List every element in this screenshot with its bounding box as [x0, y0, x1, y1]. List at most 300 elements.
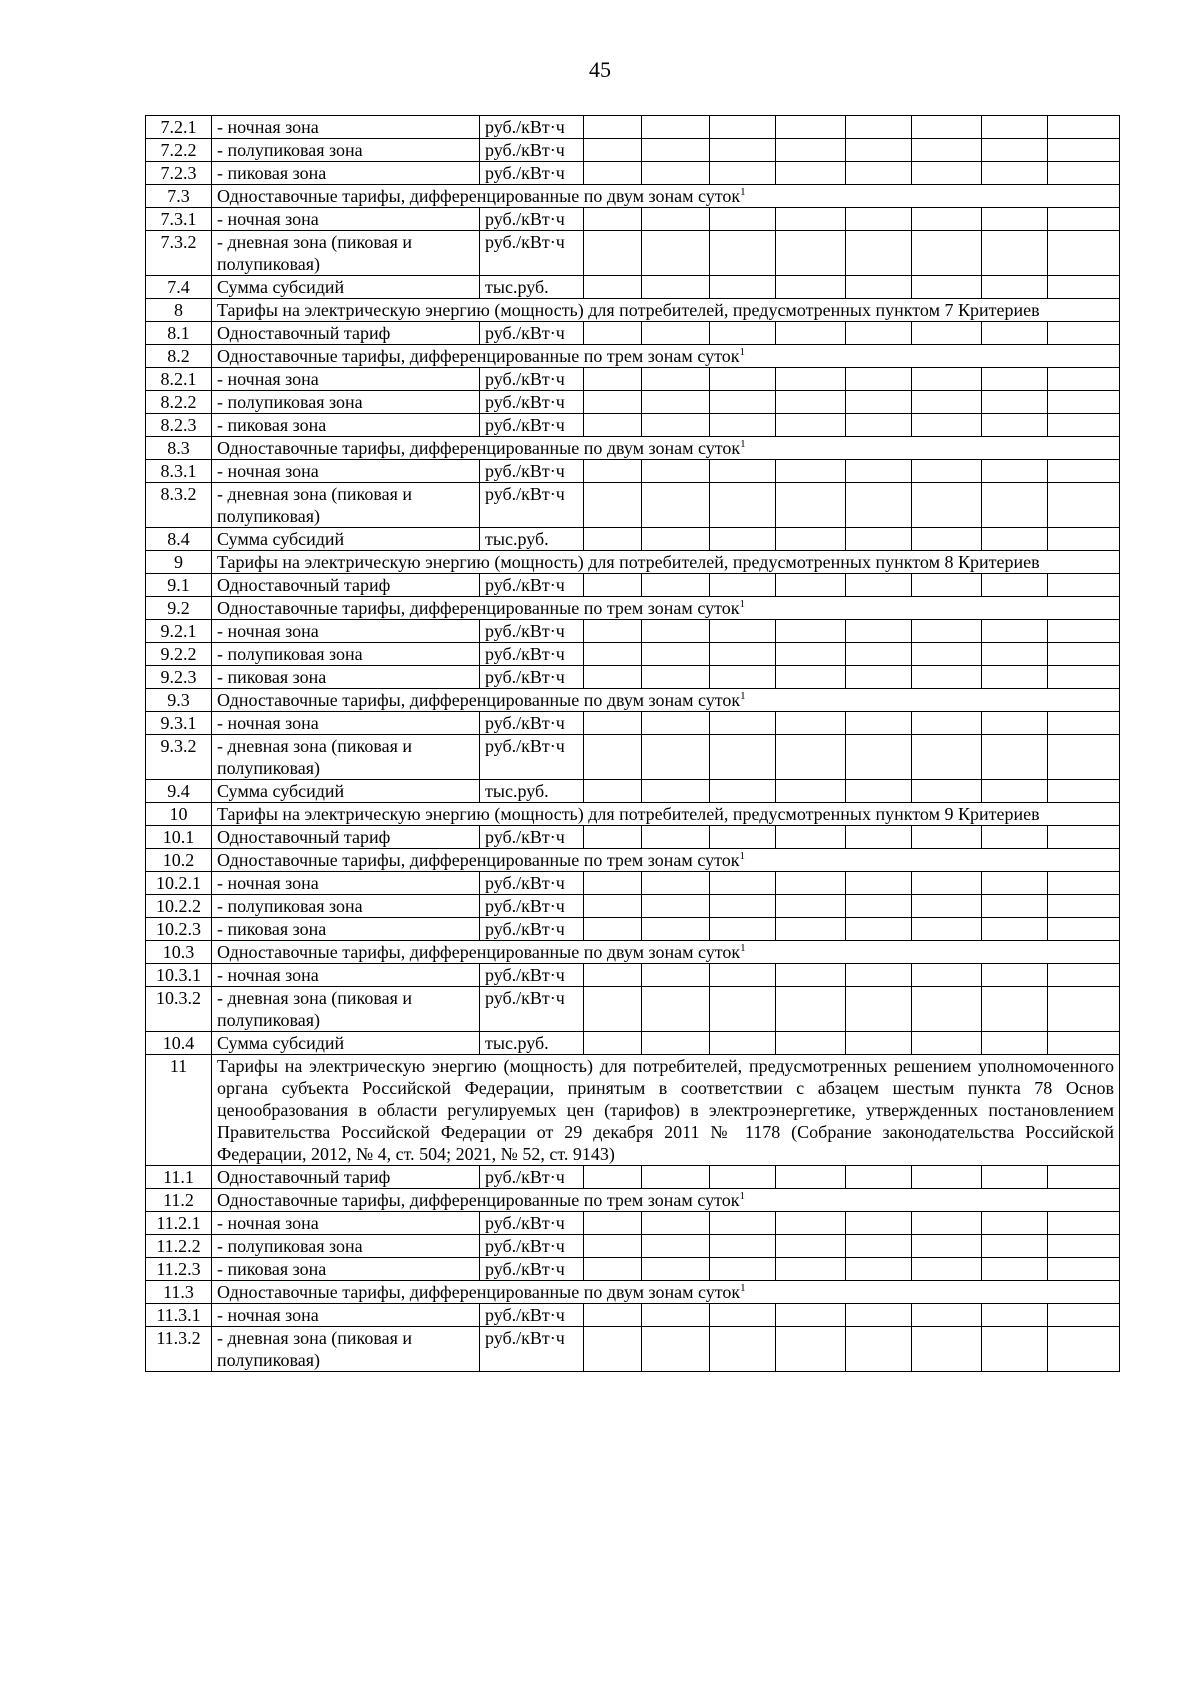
value-cell [982, 918, 1048, 941]
row-unit: руб./кВт·ч [480, 460, 584, 483]
value-cell [912, 276, 982, 299]
value-cell [912, 780, 982, 803]
value-cell [642, 735, 710, 780]
row-label: - дневная зона (пиковая и полупиковая) [212, 483, 480, 528]
row-unit: руб./кВт·ч [480, 322, 584, 345]
row-number: 7.3.1 [146, 208, 212, 231]
value-cell [584, 1212, 642, 1235]
value-cell [912, 1304, 982, 1327]
row-label: - дневная зона (пиковая и полупиковая) [212, 987, 480, 1032]
value-cell [584, 666, 642, 689]
value-cell [846, 918, 912, 941]
value-cell [1048, 1032, 1120, 1055]
value-cell [912, 483, 982, 528]
value-cell [776, 116, 846, 139]
value-cell [584, 895, 642, 918]
row-number: 7.2.2 [146, 139, 212, 162]
section-heading [212, 1055, 1120, 1166]
value-cell [1048, 116, 1120, 139]
value-cell [776, 528, 846, 551]
row-number: 11.3.1 [146, 1304, 212, 1327]
row-number: 7.4 [146, 276, 212, 299]
value-cell [982, 1304, 1048, 1327]
footnote-marker: 1 [739, 850, 745, 862]
value-cell [776, 895, 846, 918]
table-row [146, 826, 1120, 849]
value-cell [982, 1258, 1048, 1281]
row-number: 11.2 [146, 1189, 212, 1212]
value-cell [1048, 391, 1120, 414]
row-label: - дневная зона (пиковая и полупиковая) [212, 1327, 480, 1372]
value-cell [642, 322, 710, 345]
value-cell [776, 987, 846, 1032]
table-row [146, 1304, 1120, 1327]
value-cell [982, 231, 1048, 276]
row-label: - полупиковая зона [212, 895, 480, 918]
row-label: - ночная зона [212, 964, 480, 987]
value-cell [846, 1327, 912, 1372]
row-number: 11.3 [146, 1281, 212, 1304]
value-cell [584, 964, 642, 987]
table-row [146, 872, 1120, 895]
table-row [146, 712, 1120, 735]
footnote-marker: 1 [739, 346, 745, 358]
value-cell [776, 139, 846, 162]
table-row [146, 299, 1120, 322]
value-cell [642, 666, 710, 689]
value-cell [1048, 735, 1120, 780]
value-cell [846, 414, 912, 437]
value-cell [642, 276, 710, 299]
value-cell [642, 391, 710, 414]
table-row [146, 803, 1120, 826]
row-label: - пиковая зона [212, 414, 480, 437]
value-cell [710, 895, 776, 918]
row-number: 10.2 [146, 849, 212, 872]
table-row [146, 1258, 1120, 1281]
value-cell [776, 964, 846, 987]
table-row [146, 597, 1120, 620]
value-cell [642, 826, 710, 849]
value-cell [912, 666, 982, 689]
row-number: 8.2.3 [146, 414, 212, 437]
value-cell [584, 208, 642, 231]
value-cell [912, 620, 982, 643]
value-cell [846, 391, 912, 414]
footnote-marker: 1 [739, 1190, 745, 1202]
value-cell [584, 735, 642, 780]
value-cell [584, 918, 642, 941]
row-number: 9.2.2 [146, 643, 212, 666]
row-number: 10.2.2 [146, 895, 212, 918]
row-label: - пиковая зона [212, 1258, 480, 1281]
value-cell [982, 162, 1048, 185]
value-cell [710, 116, 776, 139]
section-heading [212, 185, 1120, 208]
value-cell [846, 620, 912, 643]
row-number: 9.2.3 [146, 666, 212, 689]
value-cell [642, 460, 710, 483]
row-label: - полупиковая зона [212, 139, 480, 162]
row-unit: руб./кВт·ч [480, 712, 584, 735]
value-cell [776, 231, 846, 276]
value-cell [776, 391, 846, 414]
row-unit: руб./кВт·ч [480, 987, 584, 1032]
value-cell [710, 964, 776, 987]
table-row [146, 1032, 1120, 1055]
value-cell [584, 483, 642, 528]
value-cell [912, 322, 982, 345]
row-label: - дневная зона (пиковая и полупиковая) [212, 231, 480, 276]
value-cell [710, 231, 776, 276]
value-cell [710, 276, 776, 299]
value-cell [710, 368, 776, 391]
row-label: Сумма субсидий [212, 528, 480, 551]
value-cell [710, 1235, 776, 1258]
table-row [146, 116, 1120, 139]
row-unit: руб./кВт·ч [480, 231, 584, 276]
value-cell [642, 528, 710, 551]
value-cell [1048, 528, 1120, 551]
value-cell [710, 322, 776, 345]
value-cell [776, 1166, 846, 1189]
value-cell [846, 208, 912, 231]
value-cell [710, 1327, 776, 1372]
section-heading [212, 689, 1120, 712]
value-cell [710, 735, 776, 780]
row-number: 7.2.1 [146, 116, 212, 139]
row-label: Одноставочный тариф [212, 322, 480, 345]
value-cell [1048, 895, 1120, 918]
table-row [146, 689, 1120, 712]
value-cell [982, 987, 1048, 1032]
value-cell [982, 1032, 1048, 1055]
section-heading-text: Одноставочные тарифы, дифференцированные по двум зонам суток [217, 690, 741, 710]
value-cell [846, 139, 912, 162]
value-cell [846, 712, 912, 735]
value-cell [710, 483, 776, 528]
value-cell [846, 368, 912, 391]
table-row [146, 849, 1120, 872]
value-cell [584, 322, 642, 345]
row-label: - пиковая зона [212, 162, 480, 185]
row-unit: руб./кВт·ч [480, 1258, 584, 1281]
section-heading [212, 345, 1120, 368]
section-heading [212, 437, 1120, 460]
value-cell [776, 1258, 846, 1281]
table-row [146, 185, 1120, 208]
row-number: 11.3.2 [146, 1327, 212, 1372]
value-cell [982, 826, 1048, 849]
value-cell [776, 574, 846, 597]
value-cell [846, 666, 912, 689]
value-cell [846, 780, 912, 803]
value-cell [642, 1032, 710, 1055]
row-number: 10 [146, 803, 212, 826]
value-cell [642, 620, 710, 643]
value-cell [846, 483, 912, 528]
row-unit: руб./кВт·ч [480, 391, 584, 414]
value-cell [710, 1258, 776, 1281]
row-number: 10.3 [146, 941, 212, 964]
row-unit: руб./кВт·ч [480, 735, 584, 780]
value-cell [912, 139, 982, 162]
tariff-table [145, 115, 1120, 1372]
table-row [146, 276, 1120, 299]
section-heading-text: Одноставочные тарифы, дифференцированные по трем зонам суток [217, 346, 740, 366]
value-cell [982, 895, 1048, 918]
value-cell [584, 1235, 642, 1258]
value-cell [584, 1304, 642, 1327]
value-cell [642, 231, 710, 276]
row-label: - ночная зона [212, 1212, 480, 1235]
value-cell [1048, 666, 1120, 689]
row-label: Одноставочный тариф [212, 826, 480, 849]
section-heading-text: Одноставочные тарифы, дифференцированные по трем зонам суток [217, 598, 740, 618]
value-cell [982, 872, 1048, 895]
value-cell [982, 208, 1048, 231]
row-label: - полупиковая зона [212, 1235, 480, 1258]
row-number: 8.2 [146, 345, 212, 368]
value-cell [982, 1166, 1048, 1189]
value-cell [642, 1304, 710, 1327]
value-cell [776, 162, 846, 185]
value-cell [584, 162, 642, 185]
value-cell [776, 1212, 846, 1235]
value-cell [776, 414, 846, 437]
value-cell [776, 620, 846, 643]
value-cell [1048, 208, 1120, 231]
value-cell [982, 666, 1048, 689]
row-label: - ночная зона [212, 872, 480, 895]
footnote-marker: 1 [740, 690, 746, 702]
value-cell [912, 368, 982, 391]
value-cell [846, 1212, 912, 1235]
row-label: - полупиковая зона [212, 643, 480, 666]
table-row [146, 391, 1120, 414]
row-unit: руб./кВт·ч [480, 826, 584, 849]
row-label: Одноставочный тариф [212, 1166, 480, 1189]
value-cell [912, 208, 982, 231]
value-cell [710, 987, 776, 1032]
row-unit: руб./кВт·ч [480, 1235, 584, 1258]
row-number: 11.2.2 [146, 1235, 212, 1258]
table-row [146, 322, 1120, 345]
value-cell [710, 391, 776, 414]
value-cell [584, 368, 642, 391]
row-label: - ночная зона [212, 1304, 480, 1327]
row-number: 9.1 [146, 574, 212, 597]
value-cell [982, 414, 1048, 437]
value-cell [1048, 620, 1120, 643]
value-cell [912, 712, 982, 735]
value-cell [982, 116, 1048, 139]
row-label: Сумма субсидий [212, 1032, 480, 1055]
value-cell [982, 276, 1048, 299]
value-cell [982, 460, 1048, 483]
value-cell [846, 1166, 912, 1189]
value-cell [1048, 574, 1120, 597]
value-cell [912, 460, 982, 483]
table-row [146, 414, 1120, 437]
table-row [146, 918, 1120, 941]
table-row [146, 368, 1120, 391]
value-cell [642, 483, 710, 528]
row-number: 7.3 [146, 185, 212, 208]
value-cell [1048, 780, 1120, 803]
value-cell [912, 1235, 982, 1258]
value-cell [1048, 483, 1120, 528]
table-row [146, 643, 1120, 666]
value-cell [710, 139, 776, 162]
value-cell [710, 162, 776, 185]
row-unit: тыс.руб. [480, 1032, 584, 1055]
value-cell [584, 460, 642, 483]
row-unit: руб./кВт·ч [480, 1166, 584, 1189]
table-row [146, 1212, 1120, 1235]
value-cell [776, 1327, 846, 1372]
value-cell [642, 574, 710, 597]
value-cell [1048, 918, 1120, 941]
value-cell [642, 987, 710, 1032]
value-cell [584, 116, 642, 139]
row-number: 8.4 [146, 528, 212, 551]
row-unit: руб./кВт·ч [480, 208, 584, 231]
value-cell [584, 1032, 642, 1055]
value-cell [584, 987, 642, 1032]
table-row [146, 895, 1120, 918]
row-number: 8.2.2 [146, 391, 212, 414]
value-cell [1048, 826, 1120, 849]
row-label: - ночная зона [212, 208, 480, 231]
value-cell [846, 872, 912, 895]
table-row [146, 1189, 1120, 1212]
table-row [146, 1166, 1120, 1189]
row-unit: руб./кВт·ч [480, 964, 584, 987]
value-cell [1048, 139, 1120, 162]
row-label: Одноставочный тариф [212, 574, 480, 597]
section-heading [212, 597, 1120, 620]
value-cell [584, 391, 642, 414]
row-unit: руб./кВт·ч [480, 414, 584, 437]
value-cell [846, 964, 912, 987]
value-cell [642, 1258, 710, 1281]
value-cell [642, 872, 710, 895]
value-cell [710, 1166, 776, 1189]
section-heading [212, 1189, 1120, 1212]
table-row [146, 551, 1120, 574]
table-row [146, 345, 1120, 368]
value-cell [584, 643, 642, 666]
value-cell [584, 414, 642, 437]
value-cell [846, 322, 912, 345]
value-cell [584, 1327, 642, 1372]
table-row [146, 1281, 1120, 1304]
row-number: 10.4 [146, 1032, 212, 1055]
value-cell [642, 780, 710, 803]
value-cell [982, 391, 1048, 414]
value-cell [710, 1032, 776, 1055]
section-heading-text: Одноставочные тарифы, дифференцированные по двум зонам суток [217, 186, 741, 206]
value-cell [982, 1212, 1048, 1235]
value-cell [982, 643, 1048, 666]
table-row [146, 620, 1120, 643]
value-cell [642, 1235, 710, 1258]
section-heading [212, 803, 1120, 826]
row-label: - полупиковая зона [212, 391, 480, 414]
row-label: - пиковая зона [212, 666, 480, 689]
table-row [146, 987, 1120, 1032]
value-cell [642, 162, 710, 185]
section-heading [212, 551, 1120, 574]
section-heading-text: Одноставочные тарифы, дифференцированные по двум зонам суток [217, 942, 741, 962]
value-cell [982, 322, 1048, 345]
section-heading [212, 1281, 1120, 1304]
value-cell [642, 1212, 710, 1235]
section-heading-text: Одноставочные тарифы, дифференцированные по трем зонам суток [217, 850, 740, 870]
row-number: 9.3.1 [146, 712, 212, 735]
value-cell [846, 1304, 912, 1327]
row-number: 9.2 [146, 597, 212, 620]
value-cell [710, 872, 776, 895]
table-row [146, 231, 1120, 276]
row-number: 9.3.2 [146, 735, 212, 780]
value-cell [912, 1166, 982, 1189]
row-label: - ночная зона [212, 368, 480, 391]
table-row [146, 964, 1120, 987]
value-cell [912, 574, 982, 597]
value-cell [912, 231, 982, 276]
value-cell [710, 826, 776, 849]
value-cell [584, 231, 642, 276]
value-cell [982, 139, 1048, 162]
row-unit: руб./кВт·ч [480, 1212, 584, 1235]
value-cell [912, 1258, 982, 1281]
value-cell [776, 460, 846, 483]
value-cell [642, 414, 710, 437]
value-cell [846, 231, 912, 276]
value-cell [710, 460, 776, 483]
value-cell [710, 780, 776, 803]
value-cell [642, 116, 710, 139]
value-cell [776, 872, 846, 895]
value-cell [776, 918, 846, 941]
section-heading-text: Тарифы на электрическую энергию (мощность) для потребителей, предусмотренных пунктом 8 Критериев [217, 552, 1040, 572]
table-row [146, 437, 1120, 460]
value-cell [846, 826, 912, 849]
row-label: - дневная зона (пиковая и полупиковая) [212, 735, 480, 780]
row-unit: тыс.руб. [480, 780, 584, 803]
value-cell [1048, 1235, 1120, 1258]
value-cell [710, 643, 776, 666]
value-cell [846, 528, 912, 551]
section-heading-text: Одноставочные тарифы, дифференцированные по двум зонам суток [217, 438, 741, 458]
value-cell [584, 712, 642, 735]
value-cell [642, 895, 710, 918]
table-row [146, 139, 1120, 162]
value-cell [584, 1258, 642, 1281]
value-cell [1048, 231, 1120, 276]
value-cell [1048, 414, 1120, 437]
value-cell [1048, 1212, 1120, 1235]
row-unit: руб./кВт·ч [480, 162, 584, 185]
row-unit: руб./кВт·ч [480, 872, 584, 895]
row-number: 10.1 [146, 826, 212, 849]
value-cell [912, 1327, 982, 1372]
value-cell [912, 162, 982, 185]
footnote-marker: 1 [740, 438, 746, 450]
row-unit: руб./кВт·ч [480, 1327, 584, 1372]
